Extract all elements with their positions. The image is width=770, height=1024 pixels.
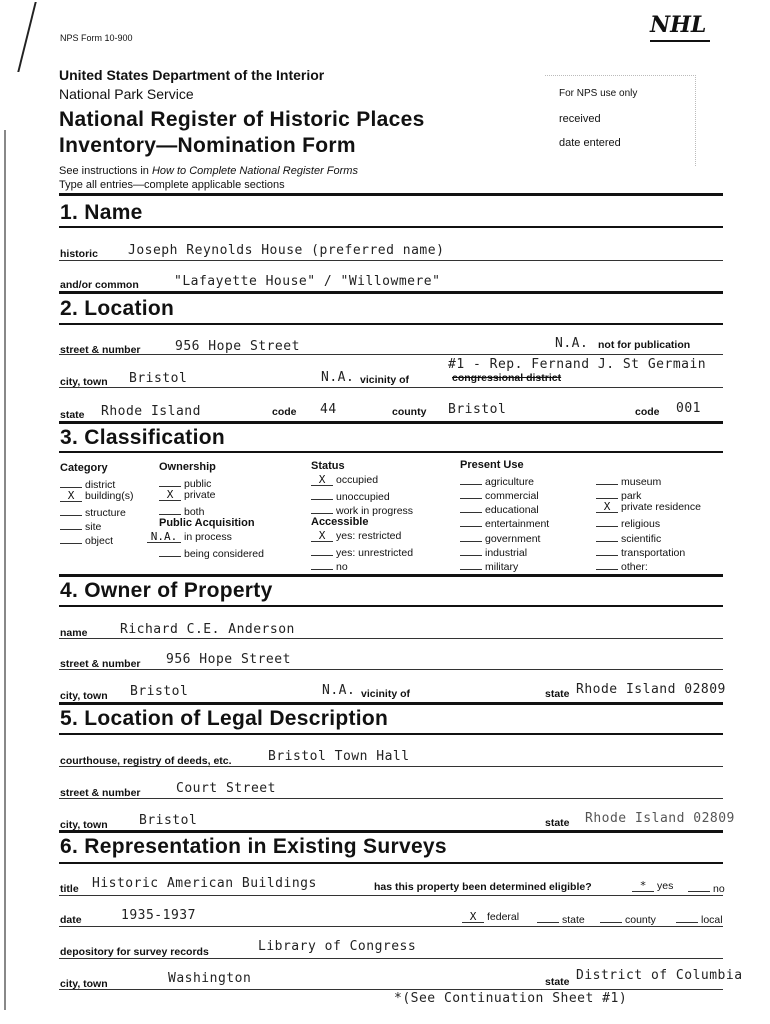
use-item-agriculture: agriculture bbox=[460, 473, 534, 488]
vicinity-value: N.A. bbox=[321, 370, 355, 385]
legal-street-label: street & number bbox=[60, 787, 141, 799]
owner-street-value: 956 Hope Street bbox=[166, 652, 291, 667]
survey-title-line bbox=[59, 895, 723, 896]
section-5-heading-rule bbox=[59, 733, 723, 735]
nhl-underline bbox=[650, 40, 710, 42]
section-3-heading: 3. Classification bbox=[60, 426, 225, 449]
common-value: "Lafayette House" / "Willowmere" bbox=[174, 274, 441, 289]
courthouse-line bbox=[59, 766, 723, 767]
use-item-scientific: scientific bbox=[596, 530, 661, 545]
nps-use-only: For NPS use only bbox=[559, 88, 638, 99]
section-3-rule bbox=[59, 421, 723, 424]
service-name: National Park Service bbox=[59, 86, 194, 102]
public-acquisition-header: Public Acquisition bbox=[159, 517, 255, 529]
owner-street-label: street & number bbox=[60, 658, 141, 670]
status-header: Status bbox=[311, 460, 345, 472]
use-item-transportation: transportation bbox=[596, 544, 685, 559]
continuation-note: *(See Continuation Sheet #1) bbox=[394, 991, 628, 1006]
ownership-header: Ownership bbox=[159, 461, 216, 473]
section-2-rule bbox=[59, 291, 723, 294]
survey-title-value: Historic American Buildings bbox=[92, 876, 317, 891]
state-code-label: code bbox=[272, 406, 297, 418]
owner-state-label: state bbox=[545, 688, 570, 700]
use-item-private-residence: X private residence bbox=[596, 501, 701, 513]
section-6-rule bbox=[59, 830, 723, 833]
legal-state-label: state bbox=[545, 817, 570, 829]
section-4-heading: 4. Owner of Property bbox=[60, 579, 273, 602]
survey-date-line bbox=[59, 926, 723, 927]
instructions-line1 bbox=[59, 165, 358, 177]
received-label: received bbox=[559, 113, 601, 125]
eligible-yes-option: * yes bbox=[632, 880, 673, 892]
scan-edge-mark bbox=[4, 130, 6, 1010]
date-entered-label: date entered bbox=[559, 137, 621, 149]
use-item-government: government bbox=[460, 530, 540, 545]
eligible-question: has this property been determined eligible? bbox=[374, 881, 592, 893]
congressional-district-label: congressional district bbox=[452, 372, 562, 384]
county-code-label: code bbox=[635, 406, 660, 418]
street-number-label: street & number bbox=[60, 344, 141, 356]
scan-corner-mark bbox=[0, 2, 37, 72]
section-1-heading-rule bbox=[59, 226, 723, 228]
state-label: state bbox=[60, 409, 85, 421]
use-item-commercial: commercial bbox=[460, 487, 539, 502]
form-title-line1: National Register of Historic Places bbox=[59, 108, 425, 131]
status-item-work-in-progress: work in progress bbox=[311, 502, 413, 517]
ownership-item-public: public bbox=[159, 475, 211, 490]
owner-city-value: Bristol bbox=[130, 684, 189, 699]
survey-city-value: Washington bbox=[168, 971, 252, 986]
section-4-heading-rule bbox=[59, 605, 723, 607]
county-code-value: 001 bbox=[676, 401, 701, 416]
section-6-heading: 6. Representation in Existing Surveys bbox=[60, 835, 447, 858]
owner-name-label: name bbox=[60, 627, 88, 639]
courthouse-label: courthouse, registry of deeds, etc. bbox=[60, 755, 232, 767]
owner-city-label: city, town bbox=[60, 690, 108, 702]
vicinity-label: vicinity of bbox=[360, 374, 410, 386]
owner-state-value: Rhode Island 02809 bbox=[576, 682, 726, 697]
owner-name-line bbox=[59, 638, 723, 639]
street-number-value: 956 Hope Street bbox=[175, 339, 300, 354]
survey-county-option: county bbox=[600, 911, 656, 926]
ownership-item-both: both bbox=[159, 503, 204, 518]
instructions-prefix: See instructions in bbox=[59, 165, 152, 177]
state-code-value: 44 bbox=[320, 402, 337, 417]
survey-state-label: state bbox=[545, 976, 570, 988]
category-item-district: district bbox=[60, 476, 115, 491]
city-town-value: Bristol bbox=[129, 371, 188, 386]
survey-date-label: date bbox=[60, 914, 82, 926]
accessible-item-no: no bbox=[311, 558, 348, 573]
category-item-site: site bbox=[60, 518, 101, 533]
survey-state-option: state bbox=[537, 911, 585, 926]
category-item-object: object bbox=[60, 532, 113, 547]
accessible-item-restricted: X yes: restricted bbox=[311, 530, 401, 542]
owner-vicinity-value: N.A. bbox=[322, 683, 356, 698]
depository-value: Library of Congress bbox=[258, 939, 417, 954]
survey-date-value: 1935-1937 bbox=[121, 908, 196, 923]
category-header: Category bbox=[60, 462, 108, 474]
owner-vicinity-label: vicinity of bbox=[361, 688, 411, 700]
survey-city-line bbox=[59, 989, 723, 990]
owner-street-line bbox=[59, 669, 723, 670]
legal-state-value: Rhode Island 02809 bbox=[585, 811, 735, 826]
section-3-heading-rule bbox=[59, 451, 723, 453]
city-town-label: city, town bbox=[60, 376, 108, 388]
congressional-district-value: #1 - Rep. Fernand J. St Germain bbox=[448, 357, 707, 372]
survey-federal-option: X federal bbox=[462, 911, 519, 923]
use-item-religious: religious bbox=[596, 515, 660, 530]
state-value: Rhode Island bbox=[101, 404, 201, 419]
nps-box-border bbox=[545, 75, 696, 166]
handwritten-nhl: NHL bbox=[650, 12, 707, 38]
section-2-heading: 2. Location bbox=[60, 297, 175, 320]
status-item-occupied: X occupied bbox=[311, 474, 378, 486]
historic-value: Joseph Reynolds House (preferred name) bbox=[128, 243, 445, 258]
county-label: county bbox=[392, 406, 427, 418]
survey-city-label: city, town bbox=[60, 978, 108, 990]
courthouse-value: Bristol Town Hall bbox=[268, 749, 410, 764]
not-for-publication-value: N.A. bbox=[555, 336, 589, 351]
ownership-item-private: X private bbox=[159, 489, 216, 501]
use-item-entertainment: entertainment bbox=[460, 515, 549, 530]
accessible-item-unrestricted: yes: unrestricted bbox=[311, 544, 413, 559]
department-name: United States Department of the Interior bbox=[59, 67, 325, 83]
use-item-other: other: bbox=[596, 558, 648, 573]
eligible-no-option: no bbox=[688, 880, 725, 895]
section-5-rule bbox=[59, 702, 723, 705]
survey-local-option: local bbox=[676, 911, 723, 926]
section-1-rule bbox=[59, 193, 723, 196]
use-item-military: military bbox=[460, 558, 518, 573]
historic-label: historic bbox=[60, 248, 98, 260]
depository-line bbox=[59, 958, 723, 959]
instructions-line2: Type all entries—complete applicable sections bbox=[59, 179, 285, 191]
survey-title-label: title bbox=[60, 883, 79, 895]
section-5-heading: 5. Location of Legal Description bbox=[60, 707, 389, 730]
legal-street-line bbox=[59, 798, 723, 799]
legal-street-value: Court Street bbox=[176, 781, 276, 796]
acquisition-item-in-process: N.A. in process bbox=[147, 531, 232, 543]
use-item-museum: museum bbox=[596, 473, 661, 488]
form-number: NPS Form 10-900 bbox=[60, 33, 133, 43]
county-value: Bristol bbox=[448, 402, 507, 417]
form-title-line2: Inventory—Nomination Form bbox=[59, 134, 356, 157]
legal-city-label: city, town bbox=[60, 819, 108, 831]
legal-city-value: Bristol bbox=[139, 813, 198, 828]
street-line bbox=[59, 354, 723, 355]
use-item-industrial: industrial bbox=[460, 544, 527, 559]
category-item-structure: structure bbox=[60, 504, 126, 519]
common-label: and/or common bbox=[60, 279, 139, 291]
section-6-heading-rule bbox=[59, 862, 723, 864]
not-for-publication-label: not for publication bbox=[598, 339, 691, 351]
section-2-heading-rule bbox=[59, 323, 723, 325]
use-item-educational: educational bbox=[460, 501, 539, 516]
status-item-unoccupied: unoccupied bbox=[311, 488, 390, 503]
city-line bbox=[59, 387, 723, 388]
survey-state-value: District of Columbia bbox=[576, 968, 743, 983]
accessible-header: Accessible bbox=[311, 516, 369, 528]
present-use-header: Present Use bbox=[460, 459, 524, 471]
use-item-park: park bbox=[596, 487, 641, 502]
historic-line bbox=[59, 260, 723, 261]
section-1-heading: 1. Name bbox=[60, 201, 143, 224]
acquisition-item-being-considered: being considered bbox=[159, 545, 264, 560]
category-item-buildings: X building(s) bbox=[60, 490, 133, 502]
section-4-rule bbox=[59, 574, 723, 577]
instructions-title: How to Complete National Register Forms bbox=[151, 165, 358, 177]
depository-label: depository for survey records bbox=[60, 946, 209, 958]
owner-name-value: Richard C.E. Anderson bbox=[120, 622, 295, 637]
